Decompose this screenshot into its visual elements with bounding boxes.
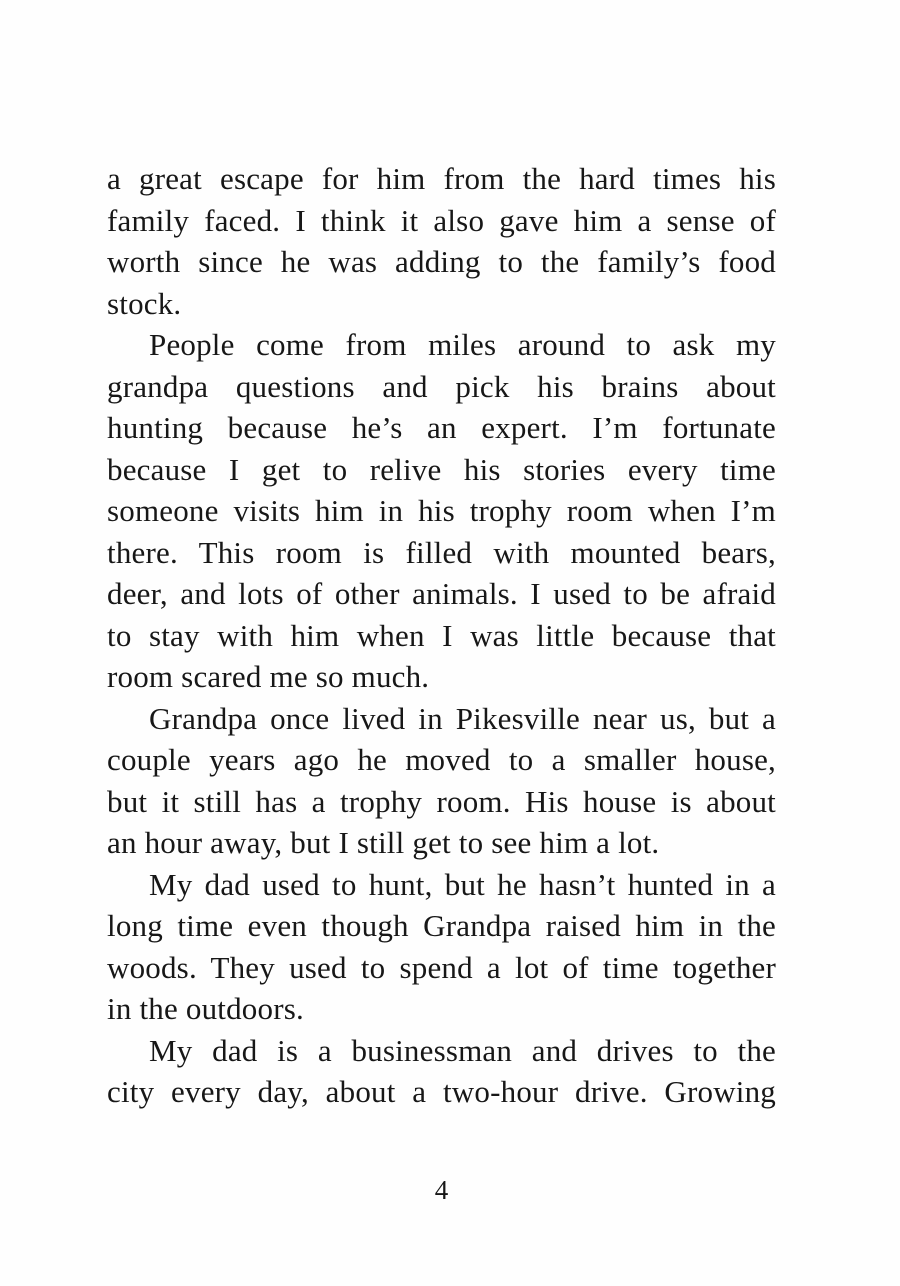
paragraph [107,698,776,864]
text-line: couple years ago he moved to a smaller house, [107,742,776,777]
paragraph [107,324,776,698]
paragraph [107,1030,776,1113]
text-line: long time even though Grandpa raised him in the [107,908,776,943]
text-line: someone visits him in his trophy room when I’m [107,493,776,528]
text-line: worth since he was adding to the family’s food [107,244,776,279]
text-line: My dad is a businessman and drives to the [149,1032,776,1068]
text-line: in the outdoors. [107,991,304,1026]
text-line: room scared me so much. [107,659,430,694]
text-line: stock. [107,285,182,321]
text-line: woods. They used to spend a lot of time together [107,949,776,985]
text-line: deer, and lots of other animals. I used to be afraid [107,576,776,611]
text-line: city every day, about a two-hour drive. Growing [107,1074,776,1109]
text-line: family faced. I think it also gave him a sense of [107,202,776,238]
text-line: Grandpa once lived in Pikesville near us, but a [149,700,776,736]
text-line: an hour away, but I still get to see him a lot. [107,825,660,860]
paragraph [107,158,776,324]
text-line: People come from miles around to ask my [149,327,776,362]
text-line: a great escape for him from the hard times his [107,161,776,196]
text-line: because I get to relive his stories every time [107,451,776,487]
text-line: grandpa questions and pick his brains about [107,368,776,404]
body-text [107,158,776,1113]
text-line: My dad used to hunt, but he hasn’t hunted in a [149,866,776,902]
paragraph [107,864,776,1030]
page-number: 4 [434,1175,449,1205]
text-line: but it still has a trophy room. His house is about [107,783,776,819]
text-line: to stay with him when I was little because that [107,617,776,653]
text-line: there. This room is filled with mounted bears, [107,534,776,570]
text-line: hunting because he’s an expert. I’m fortunate [107,410,776,445]
